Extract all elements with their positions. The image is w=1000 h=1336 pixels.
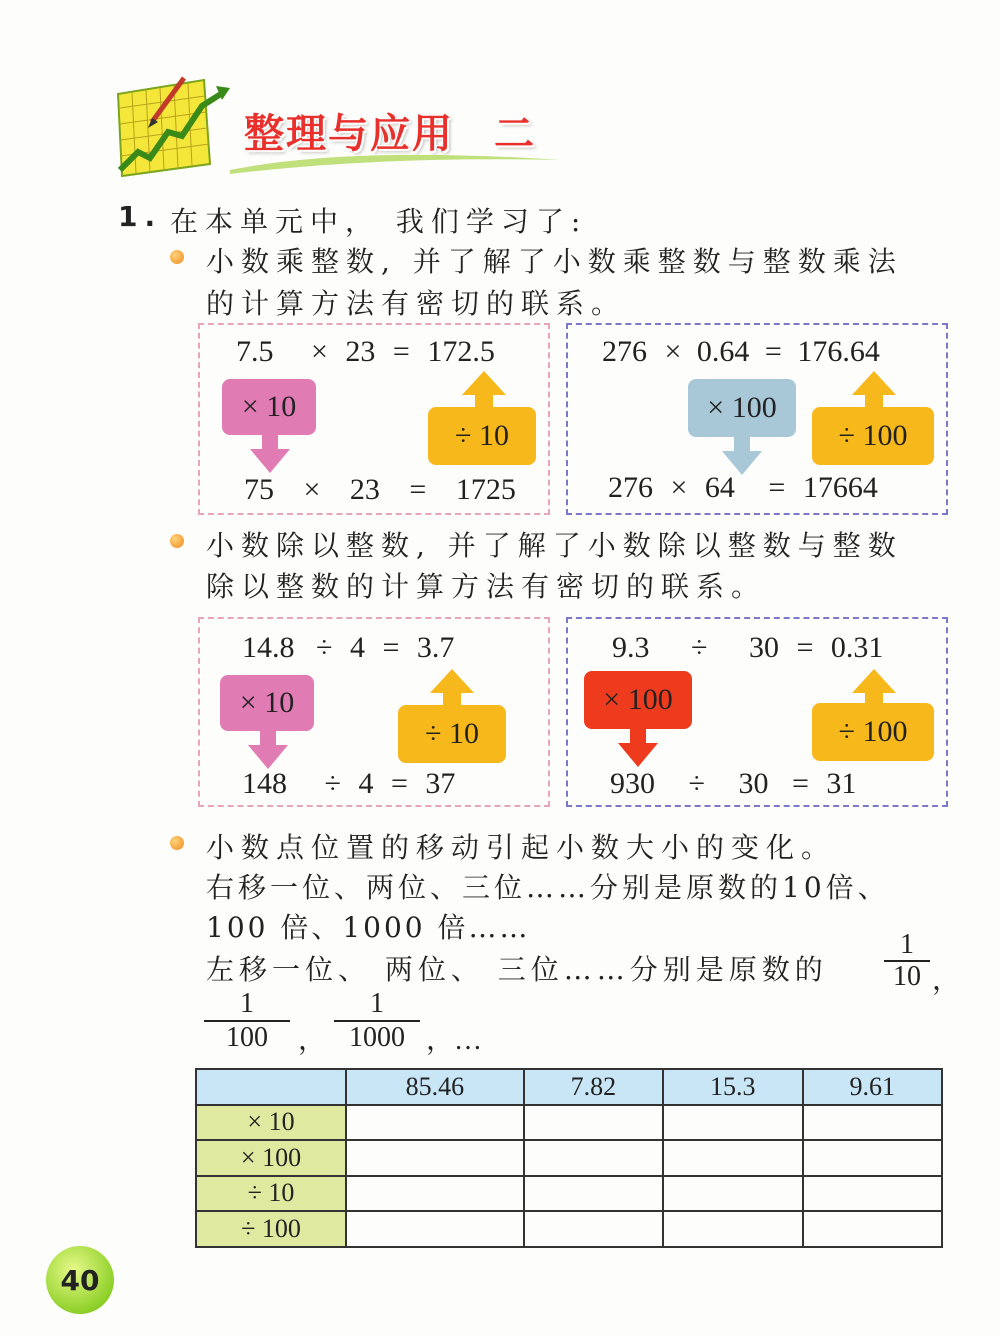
arrow-down-icon bbox=[250, 433, 290, 473]
table-row-header: × 100 bbox=[196, 1140, 346, 1176]
answer-cell[interactable] bbox=[524, 1140, 663, 1176]
table-row-header: ÷ 10 bbox=[196, 1176, 346, 1212]
section-title: 整理与应用 bbox=[244, 111, 454, 157]
times-100-tag: × 100 bbox=[584, 671, 692, 729]
page-number-badge bbox=[46, 1246, 114, 1314]
operand: 276 bbox=[608, 471, 653, 504]
fraction-numerator: 1 bbox=[900, 929, 914, 960]
answer-cell[interactable] bbox=[524, 1211, 663, 1247]
answer-cell[interactable] bbox=[803, 1176, 942, 1212]
arrow-down-icon bbox=[722, 435, 762, 475]
equation-bottom bbox=[610, 767, 856, 801]
divide-10-tag: ÷ 10 bbox=[398, 705, 506, 763]
bullet1-line2: 的计算方法有密切的联系。 bbox=[206, 287, 627, 320]
answer-cell[interactable] bbox=[524, 1176, 663, 1212]
operand: 23 bbox=[349, 473, 380, 506]
operand: 7.5 bbox=[236, 335, 274, 368]
bullet3-line3: 100 倍、1000 倍…… bbox=[206, 911, 531, 944]
table-row bbox=[196, 1140, 942, 1176]
div-example-left bbox=[198, 617, 550, 807]
operator: ÷ bbox=[688, 767, 705, 800]
operand: 4 bbox=[358, 767, 374, 800]
answer-cell[interactable] bbox=[524, 1105, 663, 1141]
page-number: 40 bbox=[60, 1263, 100, 1297]
answer-cell[interactable] bbox=[803, 1211, 942, 1247]
equation-bottom bbox=[244, 473, 516, 507]
bullet3-line4: 左移一位、 两位、 三位……分别是原数的 bbox=[206, 953, 828, 986]
bullet2-line2: 除以整数的计算方法有密切的联系。 bbox=[206, 570, 767, 603]
times-10-tag: × 10 bbox=[220, 675, 314, 731]
fraction-1-10 bbox=[884, 930, 930, 992]
table-corner-cell bbox=[196, 1069, 346, 1105]
equation-top bbox=[236, 335, 495, 369]
equation-top bbox=[602, 335, 880, 369]
chart-pencil-icon bbox=[112, 72, 232, 184]
fraction-denominator: 10 bbox=[884, 960, 930, 992]
operand: 30 bbox=[748, 631, 779, 664]
bullet-dot bbox=[170, 250, 184, 264]
equation-bottom bbox=[608, 471, 878, 505]
arrow-down-icon bbox=[618, 727, 658, 767]
table-row-header: ÷ 100 bbox=[196, 1211, 346, 1247]
answer-cell[interactable] bbox=[346, 1140, 524, 1176]
question-number: 1. bbox=[118, 200, 163, 233]
result: 172.5 bbox=[427, 335, 495, 368]
operator: ÷ bbox=[316, 631, 333, 664]
answer-cell[interactable] bbox=[663, 1211, 802, 1247]
table-header-row bbox=[196, 1069, 942, 1105]
operand: 30 bbox=[738, 767, 769, 800]
answer-cell[interactable] bbox=[803, 1105, 942, 1141]
mult-example-right bbox=[566, 323, 948, 515]
section-number: 二 bbox=[494, 111, 534, 157]
times-100-tag: × 100 bbox=[688, 379, 796, 437]
answer-cell[interactable] bbox=[663, 1140, 802, 1176]
result: 0.31 bbox=[830, 631, 884, 664]
equation-top bbox=[612, 631, 883, 665]
table-row bbox=[196, 1211, 942, 1247]
table-row-header: × 10 bbox=[196, 1105, 346, 1141]
table-column-header: 15.3 bbox=[663, 1069, 802, 1105]
operand: 148 bbox=[242, 767, 287, 800]
operand: 930 bbox=[610, 767, 655, 800]
comma: ， bbox=[932, 965, 961, 996]
equation-top bbox=[242, 631, 454, 665]
bullet2-line1: 小数除以整数, 并了解了小数除以整数与整数 bbox=[206, 529, 903, 562]
operator: ÷ bbox=[324, 767, 341, 800]
answer-cell[interactable] bbox=[346, 1176, 524, 1212]
result: 37 bbox=[425, 767, 456, 800]
equals-sign: = bbox=[382, 631, 400, 664]
equals-sign: = bbox=[768, 471, 786, 504]
bullet1-line1: 小数乘整数, 并了解了小数乘整数与整数乘法 bbox=[206, 245, 903, 278]
arrow-down-icon bbox=[248, 729, 288, 769]
fraction-1-1000 bbox=[334, 988, 420, 1054]
answer-cell[interactable] bbox=[663, 1105, 802, 1141]
table-row bbox=[196, 1105, 942, 1141]
equation-bottom bbox=[242, 767, 455, 801]
intro-text: 在本单元中， 我们学习了: bbox=[170, 205, 588, 238]
answer-cell[interactable] bbox=[346, 1211, 524, 1247]
operand: 64 bbox=[704, 471, 735, 504]
bullet-dot bbox=[170, 534, 184, 548]
mult-example-left bbox=[198, 323, 550, 515]
operator: × bbox=[670, 471, 688, 504]
equals-sign: = bbox=[392, 335, 410, 368]
operator: × bbox=[311, 335, 328, 368]
operator: × bbox=[303, 473, 321, 506]
operator: × bbox=[664, 335, 682, 368]
fraction-numerator: 1 bbox=[240, 988, 254, 1019]
bullet3-line1: 小数点位置的移动引起小数大小的变化。 bbox=[206, 831, 837, 864]
operand: 276 bbox=[602, 335, 647, 368]
ellipsis: ，… bbox=[426, 1025, 483, 1056]
result: 176.64 bbox=[797, 335, 880, 368]
operand: 4 bbox=[349, 631, 365, 664]
times-10-tag: × 10 bbox=[222, 379, 316, 435]
fraction-numerator: 1 bbox=[370, 988, 384, 1019]
bullet-dot bbox=[170, 836, 184, 850]
title-underline-swoosh bbox=[230, 140, 560, 176]
equals-sign: = bbox=[764, 335, 782, 368]
operand: 0.64 bbox=[696, 335, 750, 368]
operand: 9.3 bbox=[612, 631, 650, 664]
table-column-header: 7.82 bbox=[524, 1069, 663, 1105]
answer-cell[interactable] bbox=[803, 1140, 942, 1176]
result: 1725 bbox=[455, 473, 516, 506]
divide-10-tag: ÷ 10 bbox=[428, 407, 536, 465]
operand: 14.8 bbox=[242, 631, 295, 664]
operand: 23 bbox=[345, 335, 376, 368]
divide-100-tag: ÷ 100 bbox=[812, 407, 934, 465]
answer-cell[interactable] bbox=[663, 1176, 802, 1212]
equals-sign: = bbox=[390, 767, 408, 800]
equals-sign: = bbox=[791, 767, 809, 800]
operand: 75 bbox=[244, 473, 274, 506]
arrow-up-icon bbox=[430, 669, 474, 709]
fraction-denominator: 100 bbox=[204, 1020, 290, 1054]
table-column-header: 9.61 bbox=[803, 1069, 942, 1105]
div-example-right bbox=[566, 617, 948, 807]
table-column-header: 85.46 bbox=[346, 1069, 524, 1105]
conversion-table bbox=[195, 1068, 943, 1248]
result: 17664 bbox=[802, 471, 878, 504]
bullet3-line2: 右移一位、两位、三位……分别是原数的10倍、 bbox=[206, 871, 890, 904]
arrow-up-icon bbox=[462, 371, 506, 411]
equals-sign: = bbox=[409, 473, 427, 506]
equals-sign: = bbox=[796, 631, 814, 664]
table-row bbox=[196, 1176, 942, 1212]
result: 31 bbox=[826, 767, 857, 800]
fraction-1-100 bbox=[204, 988, 290, 1054]
fraction-denominator: 1000 bbox=[334, 1020, 420, 1054]
arrow-up-icon bbox=[852, 371, 896, 411]
comma: ， bbox=[298, 1025, 327, 1056]
operator: ÷ bbox=[691, 631, 708, 664]
divide-100-tag: ÷ 100 bbox=[812, 703, 934, 761]
result: 3.7 bbox=[416, 631, 455, 664]
answer-cell[interactable] bbox=[346, 1105, 524, 1141]
